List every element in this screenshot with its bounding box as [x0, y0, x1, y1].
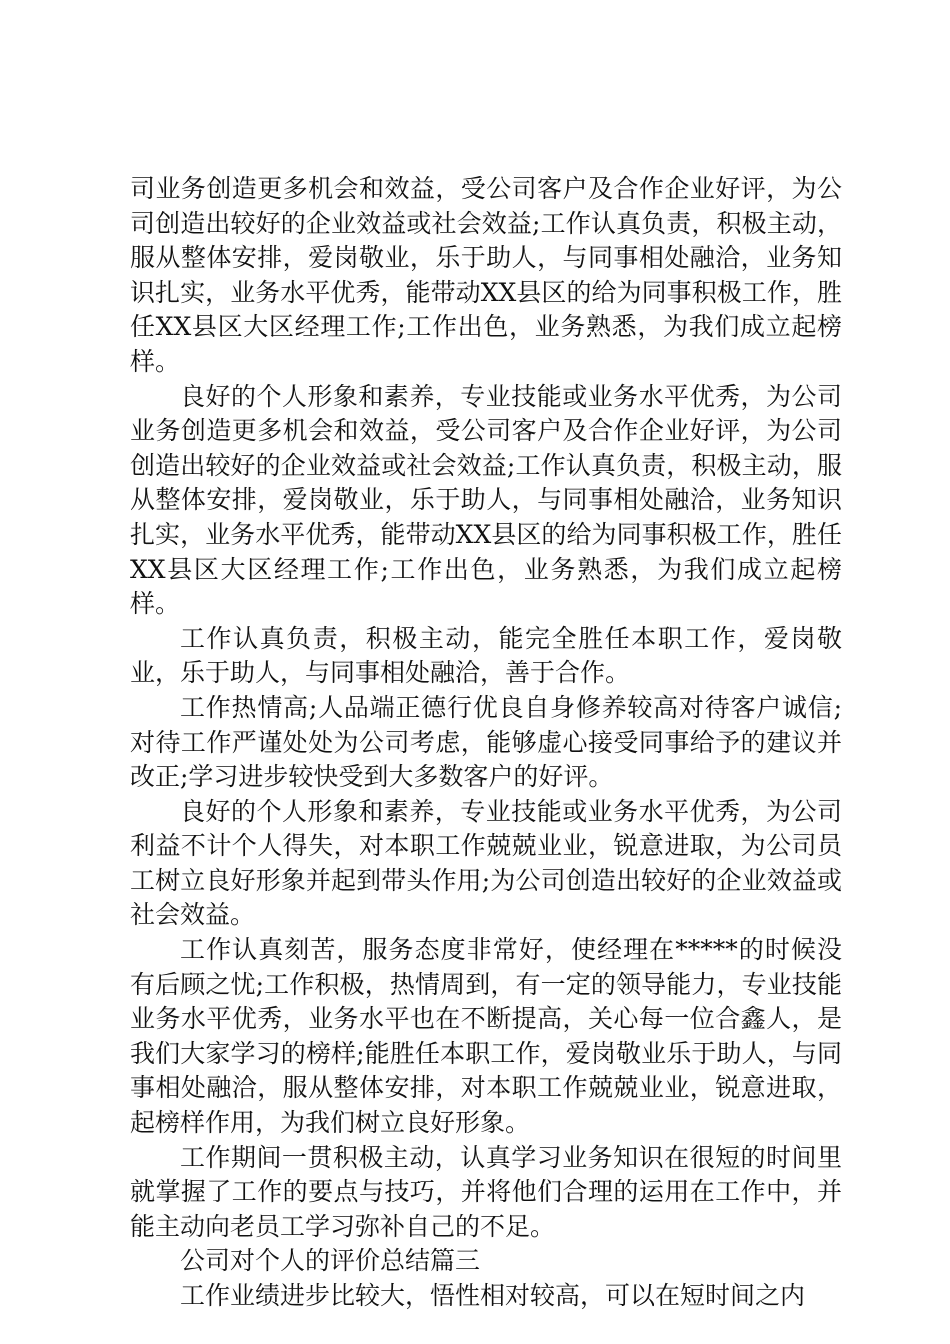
- paragraph-7: 工作期间一贯积极主动，认真学习业务知识在很短的时间里就掌握了工作的要点与技巧，并将他们合理的运用在工作中，并能主动向老员工学习弥补自己的不足。: [130, 1142, 842, 1241]
- section-heading: 公司对个人的评价总结篇三: [180, 1246, 481, 1276]
- paragraph-1: 司业务创造更多机会和效益，受公司客户及合作企业好评，为公司创造出较好的企业效益或社会效益;工作认真负责，积极主动，服从整体安排，爱岗敬业，乐于助人，与同事相处融洽，业务知识扎实，业务水平优秀，能带动XX县区的给为同事积极工作，胜任XX县区大区经理工作;工作出色，业务熟悉，为我们成立起榜样。: [130, 174, 842, 376]
- document-body: [130, 172, 842, 1314]
- paragraph-8: 工作业绩进步比较大，悟性相对较高，可以在短时间之内: [180, 1281, 806, 1310]
- paragraph-3: 工作认真负责，积极主动，能完全胜任本职工作，爱岗敬业，乐于助人，与同事相处融洽，善于合作。: [130, 623, 842, 688]
- paragraph-6: 工作认真刻苦，服务态度非常好，使经理在*****的时候没有后顾之忧;工作积极，热情周到，有一定的领导能力，专业技能业务水平优秀，业务水平也在不断提高，关心每一位合鑫人，是我们大家学习的榜样;能胜任本职工作，爱岗敬业乐于助人，与同事相处融洽，服从整体安排，对本职工作兢兢业业，锐意进取，起榜样作用，为我们树立良好形象。: [130, 935, 842, 1138]
- paragraph-5: 良好的个人形象和素养，专业技能或业务水平优秀，为公司利益不计个人得失，对本职工作兢兢业业，锐意进取，为公司员工树立良好形象并起到带头作用;为公司创造出较好的企业效益或社会效益。: [130, 796, 842, 930]
- paragraph-2: 良好的个人形象和素养，专业技能或业务水平优秀，为公司业务创造更多机会和效益，受公司客户及合作企业好评，为公司创造出较好的企业效益或社会效益;工作认真负责，积极主动，服从整体安排，爱岗敬业，乐于助人，与同事相处融洽，业务知识扎实，业务水平优秀，能带动XX县区的给为同事积极工作，胜任XX县区大区经理工作;工作出色，业务熟悉，为我们成立起榜样。: [130, 381, 842, 619]
- paragraph-4: 工作热情高;人品端正德行优良自身修养较高对待客户诚信;对待工作严谨处处为公司考虑，能够虚心接受同事给予的建议并改正;学习进步较快受到大多数客户的好评。: [130, 692, 842, 792]
